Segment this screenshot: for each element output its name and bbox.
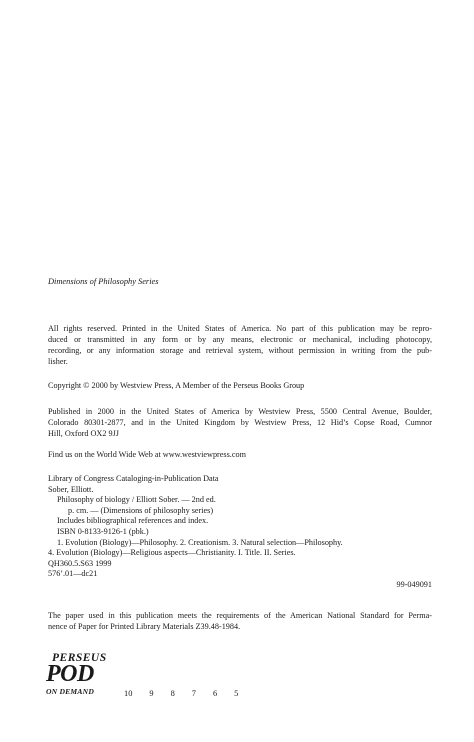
rights-paragraph [48, 323, 432, 367]
printing-line [124, 689, 238, 698]
perseus-pod-logo [46, 652, 116, 698]
copyright-line [48, 380, 432, 391]
print-number: 7 [191, 689, 196, 698]
cip-line: 1. Evolution (Biology)—Philosophy. 2. Creationism. 3. Natural selection—Philosophy. [57, 537, 343, 547]
published-line: Colorado 80301-2877, and in the United Kingdom by Westview Press, 12 Hid’s Copse Road, Cumnor [48, 418, 432, 427]
web-text: Find us on the World Wide Web at www.westviewpress.com [48, 450, 246, 459]
logo-perseus: PERSEUS [52, 652, 107, 664]
rights-line: lisher. [48, 357, 68, 366]
logo-on-demand: ON DEMAND [46, 687, 95, 696]
logo-pod: POD [46, 661, 94, 687]
rights-line: recording, or any information storage and retrieval system, without permission in writing from the pub- [48, 346, 432, 355]
copyright-text: Copyright © 2000 by Westview Press, A Member of the Perseus Books Group [48, 381, 305, 390]
cip-line: p. cm. — (Dimensions of philosophy series) [68, 505, 214, 515]
rights-line: All rights reserved. Printed in the United States of America. No part of this publication may be repro- [48, 324, 432, 333]
published-line: Hill, Oxford OX2 9JJ [48, 429, 119, 438]
print-number: 10 [124, 689, 133, 698]
cip-line: ISBN 0-8133-9126-1 (pbk.) [57, 526, 149, 536]
cip-data [48, 474, 432, 580]
cip-line: QH360.5.S63 1999 [48, 558, 112, 568]
series-title: Dimensions of Philosophy Series [48, 277, 159, 286]
print-number: 6 [212, 689, 218, 698]
print-number: 8 [170, 689, 175, 698]
cip-line: 576’.01—dc21 [48, 569, 98, 579]
cip-line: Sober, Elliott. [48, 484, 94, 494]
paper-paragraph [48, 610, 432, 632]
published-line: Published in 2000 in the United States of America by Westview Press, 5500 Central Avenue, Boulder, [48, 407, 432, 416]
lccn-number: 99-049091 [396, 580, 432, 589]
cip-line: 4. Evolution (Biology)—Religious aspects—Christianity. I. Title. II. Series. [48, 548, 296, 558]
print-number: 5 [234, 689, 239, 698]
cip-line: Library of Congress Cataloging-in-Publication Data [48, 474, 219, 483]
print-number: 9 [149, 689, 154, 698]
published-paragraph [48, 406, 432, 439]
paper-line: nence of Paper for Printed Library Materials Z39.48-1984. [48, 622, 241, 631]
rights-line: duced or transmitted in any form or by any means, electronic or mechanical, including photocopy, [48, 335, 432, 344]
web-line [48, 449, 432, 460]
paper-line: The paper used in this publication meets the requirements of the American National Standard for Perma- [48, 611, 432, 620]
cip-line: Includes bibliographical references and index. [57, 516, 209, 526]
cip-line: Philosophy of biology / Elliott Sober. — 2nd ed. [57, 495, 216, 505]
